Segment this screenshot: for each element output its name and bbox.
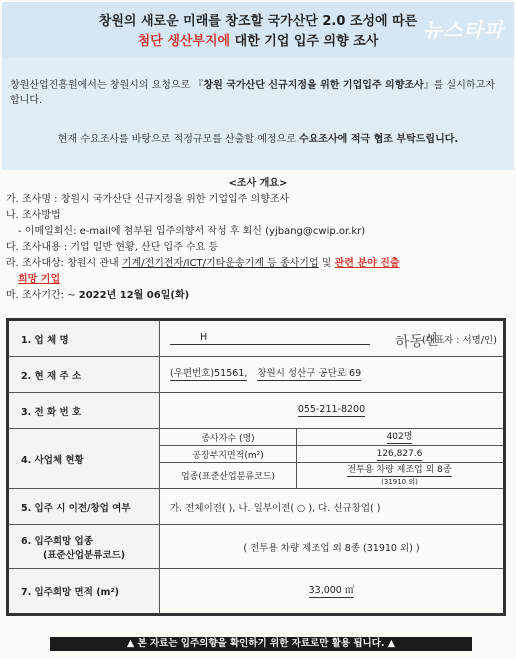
survey-overview bbox=[6, 174, 510, 304]
target-and: 및 bbox=[318, 258, 335, 269]
form-row-address bbox=[9, 357, 503, 393]
target-industries: 기계/전기전자/ICT/기타운송기계 등 종사기업 bbox=[121, 258, 319, 269]
industry-code: (31910 외) bbox=[381, 478, 418, 486]
intro-paragraph-1 bbox=[10, 78, 506, 108]
form-row-desired-industry bbox=[9, 525, 503, 569]
intent-form-table bbox=[6, 318, 506, 616]
form-row-relocation bbox=[9, 489, 503, 525]
address-zip: (우편번호)51561, bbox=[170, 368, 248, 379]
employees-value: 402명 bbox=[386, 431, 413, 442]
form-row-business-status bbox=[9, 429, 503, 489]
relocation-value: 가. 전체이전( ), 나. 일부이전( ○ ), 다. 신규창업( ) bbox=[170, 502, 381, 514]
industry-label: 업종(표준산업분류코드) bbox=[160, 463, 297, 488]
header-highlight: 첨단 생산부지에 bbox=[137, 34, 231, 49]
period-date: 2022년 12월 06일(화) bbox=[78, 290, 190, 301]
desired-area-value-cell bbox=[160, 569, 503, 613]
intro-text: 창원산업진흥원에서는 창원시의 요청으로 『 bbox=[10, 80, 204, 91]
survey-item-content: 다. 조사내용 : 기업 일반 현황, 산단 입주 수요 등 bbox=[6, 242, 219, 253]
desired-industry-sublabel: (표준산업분류코드) bbox=[43, 549, 126, 561]
target-related-cont: 희망 기업 bbox=[18, 274, 61, 285]
intro-box bbox=[2, 58, 514, 170]
intro-text-2: 현재 수요조사를 바탕으로 적정규모를 산출할 예정으로 bbox=[57, 134, 300, 145]
survey-item-target-cont bbox=[6, 272, 510, 288]
desired-industry-label-cell bbox=[9, 525, 160, 568]
survey-item-period bbox=[6, 288, 510, 304]
intro-request: 수요조사에 적극 협조 부탁드립니다. bbox=[299, 134, 459, 145]
employees-row bbox=[160, 429, 503, 446]
handwritten-signature: 하동신 bbox=[394, 330, 440, 352]
site-area-value: 126,827.6 bbox=[376, 448, 423, 459]
watermark-logo: 뉴스타파 bbox=[422, 18, 504, 42]
employees-label: 종사자수 (명) bbox=[160, 429, 297, 445]
site-area-label: 공장부지면적(m²) bbox=[160, 446, 297, 462]
company-representative: (대표자 : 서명/인) bbox=[422, 334, 497, 346]
company-name: H bbox=[170, 332, 370, 345]
header-banner bbox=[2, 2, 514, 58]
header-title-line1: 창원의 새로운 미래를 창조할 국가산단 2.0 조성에 따른 bbox=[98, 14, 418, 29]
survey-item-name: 가. 조사명 : 창원시 국가산단 신규지정을 위한 기업입주 의향조사 bbox=[6, 194, 290, 205]
header-title-rest: 대한 기업 입주 의향 조사 bbox=[230, 34, 379, 49]
desired-industry-value: ( 전투용 차량 제조업 외 8종 (31910 외) ) bbox=[243, 542, 420, 554]
survey-item-method: 나. 조사방법 bbox=[6, 210, 61, 221]
industry-value-cell bbox=[296, 463, 503, 488]
intro-paragraph-2 bbox=[2, 130, 514, 145]
form-row-phone bbox=[9, 393, 503, 429]
survey-item-method-email: - 이메일회신: e-mail에 첨부된 입주의향서 작성 후 회신 (yjbang@cwip.or.kr) bbox=[18, 226, 366, 237]
address-label: 2. 현 재 주 소 bbox=[9, 357, 160, 392]
site-area-row bbox=[160, 446, 503, 463]
intro-text-end: 』를 실시하고자 합니다. bbox=[10, 80, 495, 106]
employees-value-cell bbox=[296, 429, 503, 445]
survey-item-target bbox=[6, 256, 510, 272]
phone-value-cell bbox=[160, 393, 503, 428]
intro-survey-name: 창원 국가산단 신규지정을 위한 기업입주 의향조사 bbox=[203, 80, 424, 91]
desired-industry-label: 6. 입주희망 업종 bbox=[21, 535, 93, 547]
company-value-cell bbox=[160, 321, 503, 356]
phone-label: 3. 전 화 번 호 bbox=[9, 393, 160, 428]
site-area-value-cell bbox=[296, 446, 503, 462]
relocation-label: 5. 입주 시 이전/창업 여부 bbox=[9, 489, 160, 524]
target-related: 관련 분야 진출 bbox=[334, 258, 400, 269]
period-prefix: 마. 조사기간: ~ bbox=[6, 290, 79, 301]
footer-notice: ▲ 본 자료는 입주의향을 확인하기 위한 자료로만 활용 됩니다. ▲ bbox=[50, 637, 472, 651]
survey-title: <조사 개요> bbox=[228, 178, 288, 189]
address-street: 창원시 성산구 공단로 69 bbox=[257, 368, 362, 379]
company-label: 1. 업 체 명 bbox=[9, 321, 160, 356]
target-prefix: 라. 조사대상: 창원시 관내 bbox=[6, 258, 122, 269]
phone-number: 055-211-8200 bbox=[297, 404, 366, 415]
industry-value: 전투용 차량 제조업 외 8종 bbox=[347, 465, 452, 475]
address-value-cell bbox=[160, 357, 503, 392]
desired-area-label: 7. 입주희망 면적 (m²) bbox=[9, 569, 160, 613]
industry-row bbox=[160, 463, 503, 488]
business-status-label: 4. 사업체 현황 bbox=[9, 429, 160, 488]
desired-area-value: 33,000 ㎡ bbox=[308, 584, 355, 596]
form-row-desired-area bbox=[9, 569, 503, 613]
